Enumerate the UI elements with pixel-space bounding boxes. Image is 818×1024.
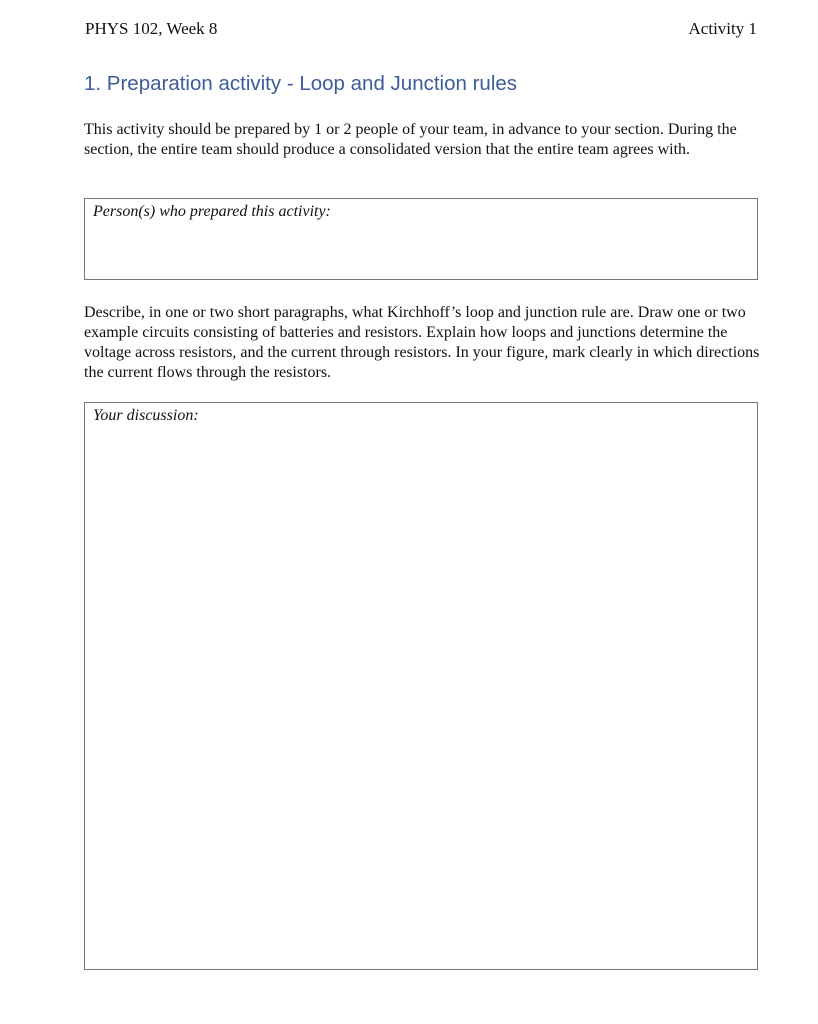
persons-prepared-label: Person(s) who prepared this activity: [93,203,331,220]
discussion-prompt-paragraph: Describe, in one or two short paragraphs, what Kirchhoff’s loop and junction rule are. Draw one or two example circuits consisting of batteries and resistors. Explain how loops and junctions determine the voltage across resistors, and the current through resistors. In your figure, mark clearly in which directions the current flows through the resistors. [84,304,760,381]
discussion-label: Your discussion: [93,407,199,424]
section-title: 1. Preparation activity - Loop and Junction rules [84,72,518,95]
intro-paragraph: This activity should be prepared by 1 or 2 people of your team, in advance to your section. During the section, the entire team should produce a consolidated version that the entire team agrees with. [84,121,737,158]
course-week-header: PHYS 102, Week 8 [85,19,218,38]
discussion-field[interactable] [84,402,758,970]
activity-number-header: Activity 1 [688,19,757,38]
persons-prepared-field[interactable] [84,198,758,280]
